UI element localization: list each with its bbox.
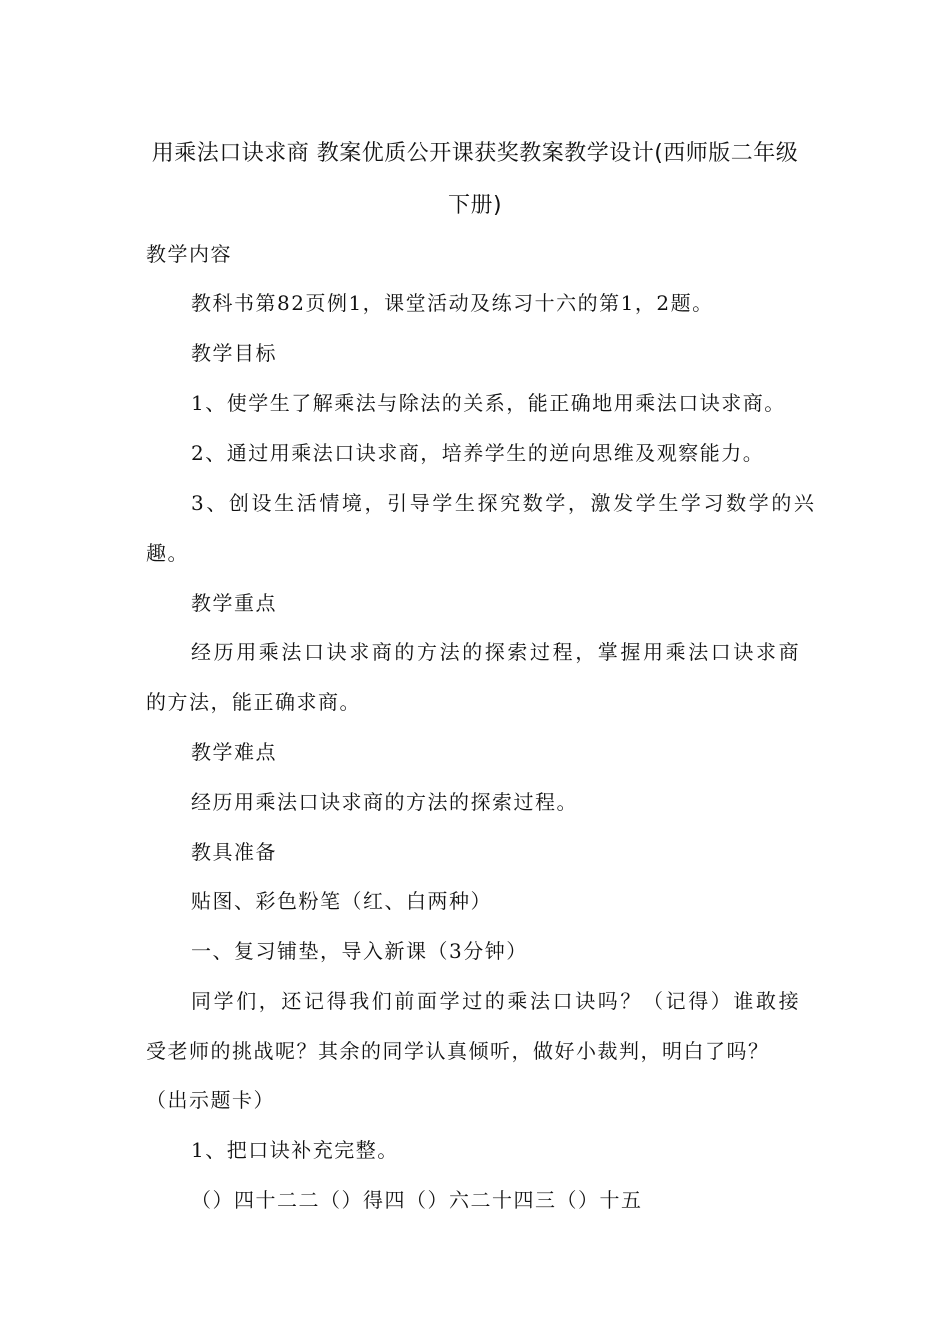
paragraph-goal-2: 2、通过用乘法口诀求商，培养学生的逆向思维及观察能力。	[191, 441, 765, 465]
document-title-line-2: 下册)	[447, 193, 503, 218]
paragraph-difficult-points: 经历用乘法口诀求商的方法的探索过程。	[191, 790, 578, 814]
paragraph-exercise-1-blanks: （）四十二二（）得四（）六二十四三（）十五	[191, 1188, 643, 1212]
paragraph-exercise-1: 1、把口诀补充完整。	[191, 1138, 399, 1162]
paragraph-textbook-pages: 教科书第82页例1，课堂活动及练习十六的第1，2题。	[191, 291, 714, 315]
paragraph-review-intro: 同学们，还记得我们前面学过的乘法口诀吗？（记得）谁敢接	[191, 989, 802, 1013]
paragraph-goal-3: 3、创设生活情境，引导学生探究数学，激发学生学习数学的兴	[191, 491, 817, 515]
heading-teaching-aids: 教具准备	[191, 840, 277, 864]
paragraph-key-points: 经历用乘法口诀求商的方法的探索过程，掌握用乘法口诀求商	[191, 640, 802, 664]
heading-key-points: 教学重点	[191, 591, 277, 615]
paragraph-review-intro-continued: 受老师的挑战呢？其余的同学认真倾听，做好小裁判，明白了吗？	[146, 1039, 770, 1063]
heading-section-1-review: 一、复习铺垫，导入新课（3分钟）	[191, 939, 528, 963]
paragraph-goal-3-continued: 趣。	[146, 541, 189, 565]
paragraph-show-card: （出示题卡）	[146, 1088, 275, 1112]
document-title-line-1: 用乘法口诀求商 教案优质公开课获奖教案教学设计(西师版二年级	[151, 141, 799, 166]
heading-teaching-content: 教学内容	[146, 242, 232, 266]
heading-difficult-points: 教学难点	[191, 740, 277, 764]
paragraph-key-points-continued: 的方法，能正确求商。	[146, 690, 361, 714]
paragraph-teaching-aids: 贴图、彩色粉笔（红、白两种）	[191, 889, 492, 913]
heading-teaching-goals: 教学目标	[191, 341, 277, 365]
paragraph-goal-1: 1、使学生了解乘法与除法的关系，能正确地用乘法口诀求商。	[191, 391, 786, 415]
